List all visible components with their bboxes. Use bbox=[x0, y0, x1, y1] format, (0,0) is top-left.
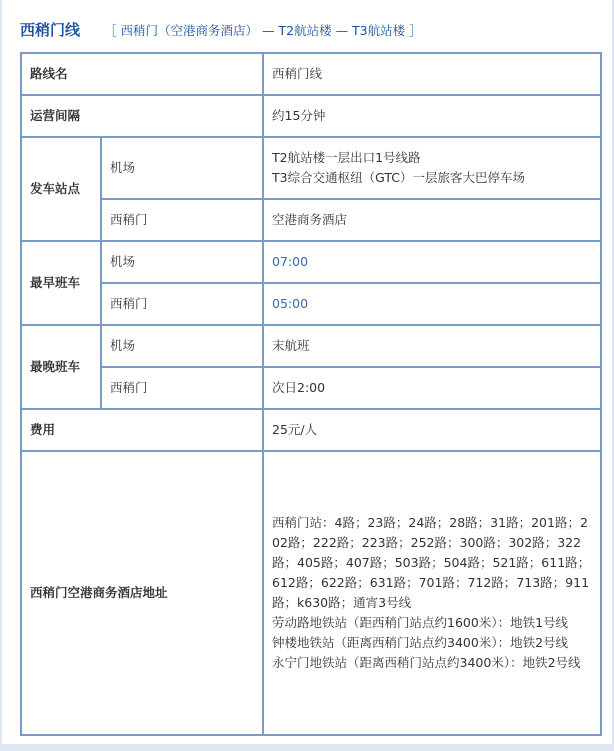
fare-value: 25元/人 bbox=[263, 409, 601, 451]
address-metro-line: 劳动路地铁站（距西稍门站点约1600米）：地铁1号线 bbox=[272, 615, 569, 630]
page-title: 西稍门线 bbox=[20, 21, 81, 39]
earliest-xishaomen-value: 05:00 bbox=[263, 283, 601, 325]
table-row bbox=[21, 53, 601, 95]
route-separator: — bbox=[335, 23, 349, 38]
address-metro-line: 永宁门地铁站（距离西稍门站点约3400米）：地铁2号线 bbox=[272, 655, 581, 670]
table-row bbox=[21, 137, 601, 199]
earliest-airport-value: 07:00 bbox=[263, 241, 601, 283]
route-name-value: 西稍门线 bbox=[263, 53, 601, 95]
table-row bbox=[21, 409, 601, 451]
latest-xishaomen-value: 次日2:00 bbox=[263, 367, 601, 409]
route-start: 西稍门（空港商务酒店） bbox=[120, 23, 259, 38]
departure-xishaomen-label: 西稍门 bbox=[101, 199, 263, 241]
latest-label: 最晚班车 bbox=[21, 325, 101, 409]
address-metro-line: 钟楼地铁站（距离西稍门站点约3400米）：地铁2号线 bbox=[272, 635, 569, 650]
address-label: 西稍门空港商务酒店地址 bbox=[21, 451, 263, 735]
address-bus-lines: 西稍门站：4路；23路；24路；28路；31路；201路；202路；222路；223路；252路；300路；302路；322路；405路；407路；503路；504路；521路；611路；612路；622路；631路；701路；712路；713路；911路；k630路；通宵3号线 bbox=[272, 515, 591, 610]
departure-airport-value bbox=[263, 137, 601, 199]
departure-airport-label: 机场 bbox=[101, 137, 263, 199]
route-name-label: 路线名 bbox=[21, 53, 263, 95]
table-row bbox=[21, 95, 601, 137]
latest-xishaomen-label: 西稍门 bbox=[101, 367, 263, 409]
route-mid: T2航站楼 bbox=[278, 23, 332, 38]
table-row bbox=[21, 451, 601, 735]
route-bracket-open: ［ bbox=[104, 23, 117, 38]
address-value bbox=[263, 451, 601, 735]
departure-airport-line: T2航站楼一层出口1号线路 bbox=[272, 150, 421, 165]
route-separator: — bbox=[262, 23, 275, 38]
route-bracket-close: ］ bbox=[409, 23, 422, 38]
interval-value: 约15分钟 bbox=[263, 95, 601, 137]
departure-label: 发车站点 bbox=[21, 137, 101, 241]
earliest-xishaomen-label: 西稍门 bbox=[101, 283, 263, 325]
earliest-label: 最早班车 bbox=[21, 241, 101, 325]
table-row bbox=[21, 367, 601, 409]
table-row bbox=[21, 283, 601, 325]
route-end: T3航站楼 bbox=[352, 23, 406, 38]
earliest-airport-label: 机场 bbox=[101, 241, 263, 283]
table-row bbox=[21, 325, 601, 367]
latest-airport-value: 末航班 bbox=[263, 325, 601, 367]
route-info-table bbox=[20, 52, 602, 736]
departure-airport-line: T3综合交通枢纽（GTC）一层旅客大巴停车场 bbox=[272, 170, 525, 185]
latest-airport-label: 机场 bbox=[101, 325, 263, 367]
table-row bbox=[21, 241, 601, 283]
table-row bbox=[21, 199, 601, 241]
header bbox=[2, 0, 612, 52]
fare-label: 费用 bbox=[21, 409, 263, 451]
route-summary bbox=[104, 22, 422, 40]
interval-label: 运营间隔 bbox=[21, 95, 263, 137]
departure-xishaomen-value: 空港商务酒店 bbox=[263, 199, 601, 241]
bottom-border bbox=[2, 744, 612, 751]
